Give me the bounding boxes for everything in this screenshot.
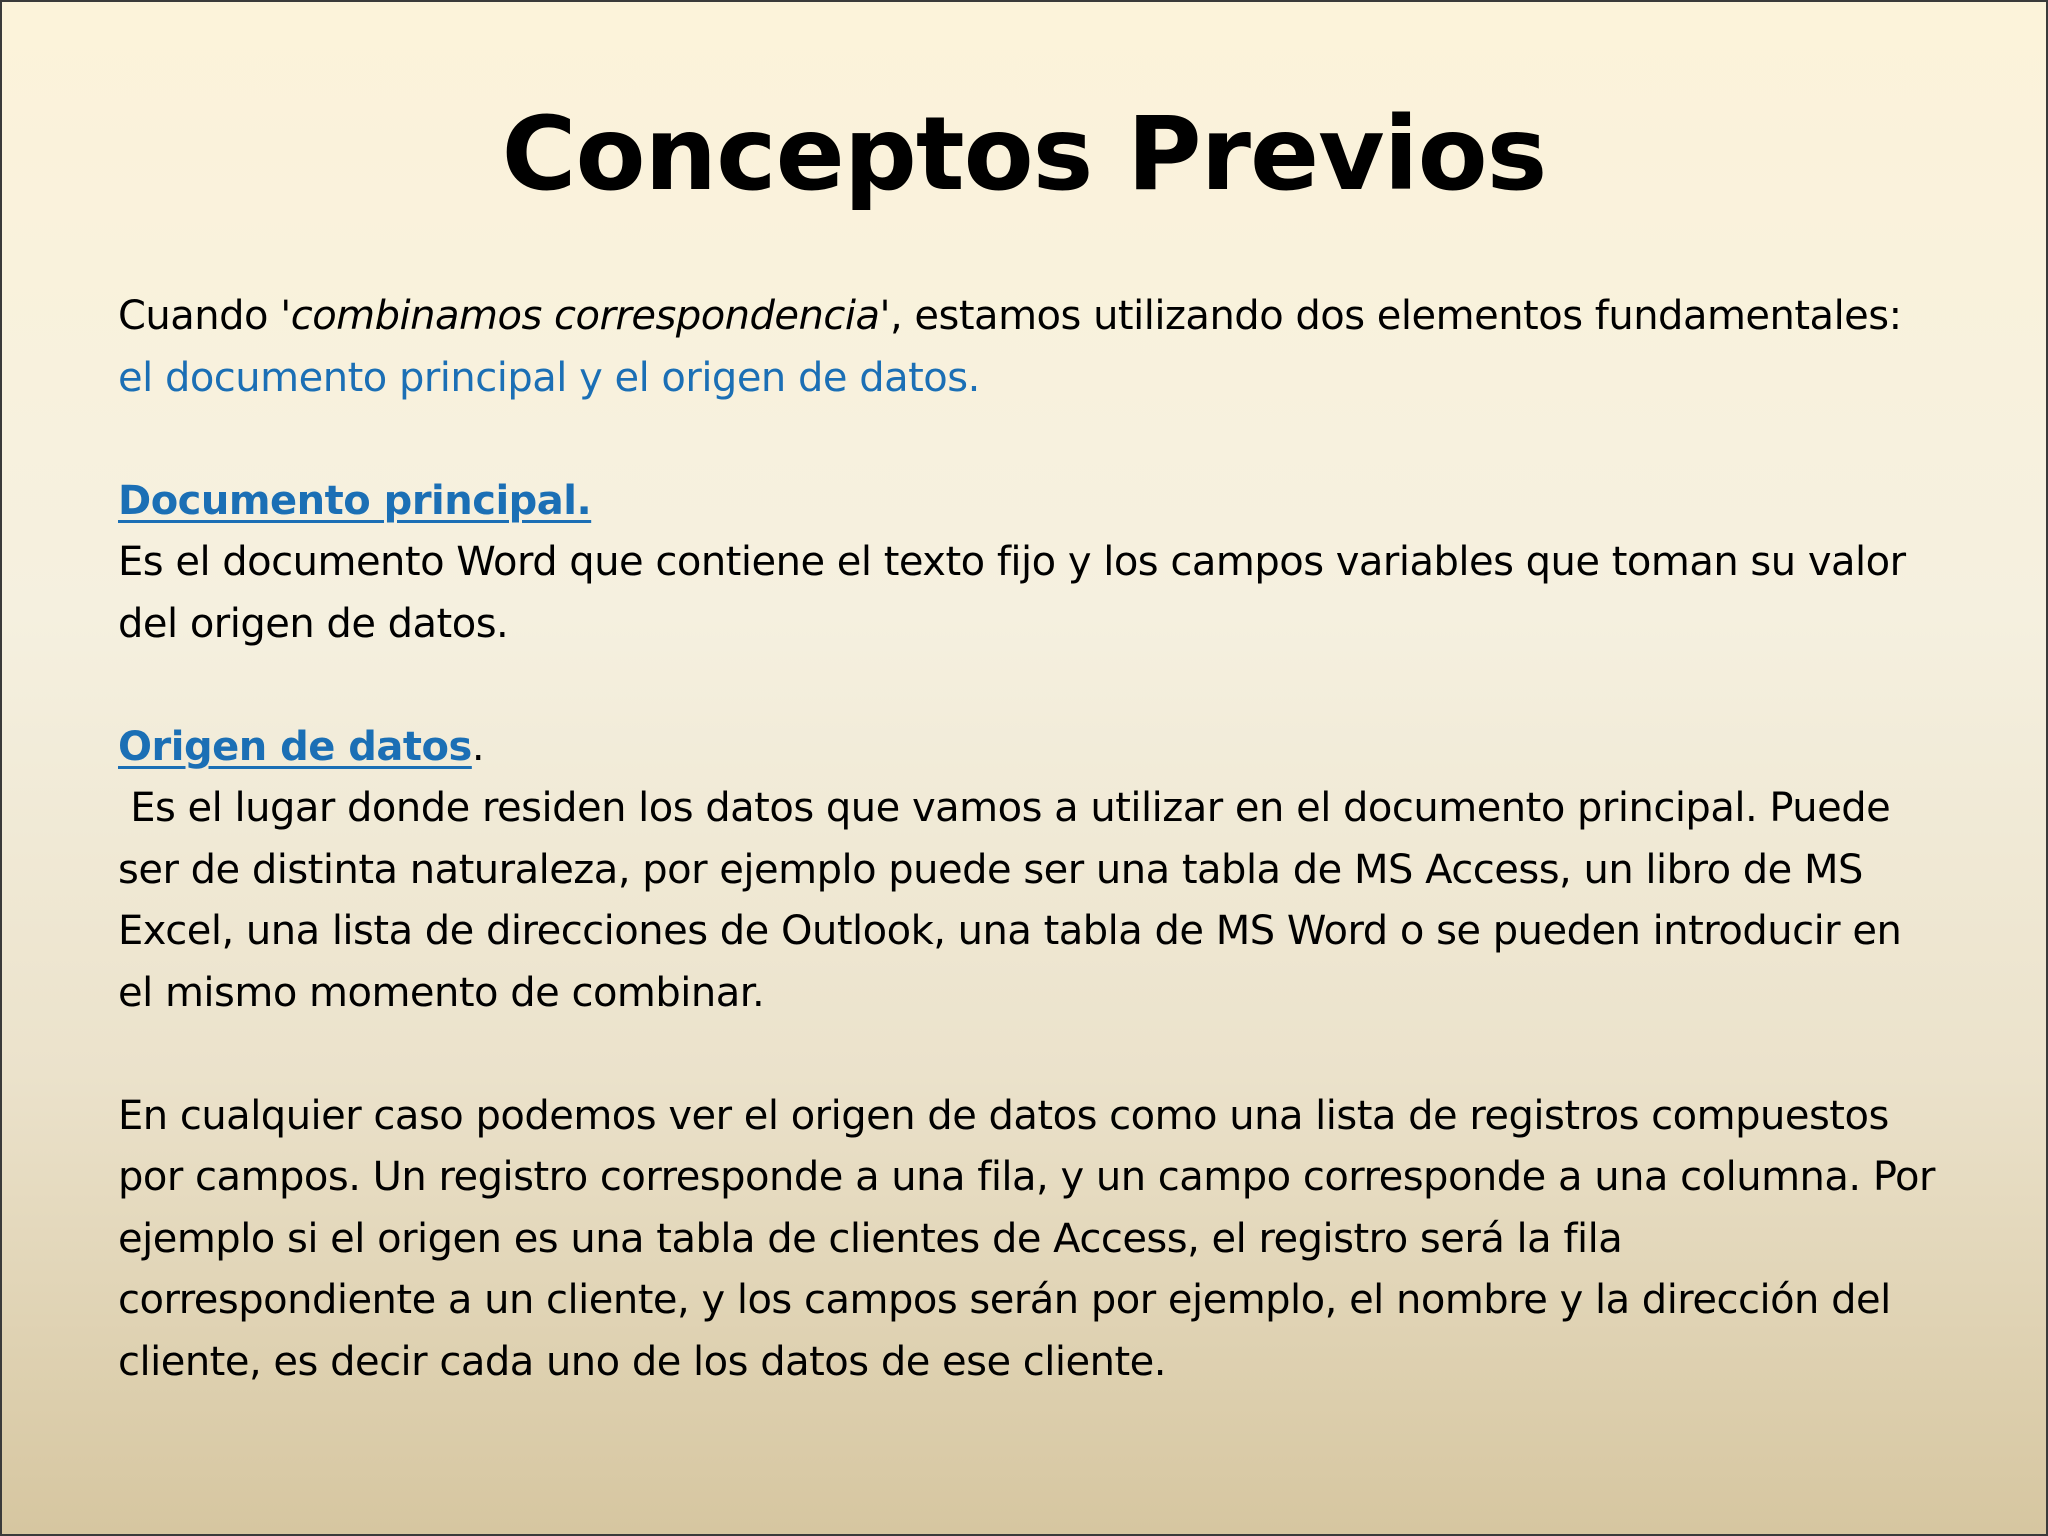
origen-de-datos-text: Es el lugar donde residen los datos que vamos a utilizar en el documento principal. Puede ser de distinta naturaleza, por ejemplo puede ser una tabla de MS Access, un libro de MS Excel, una lista de direcciones de Outlook, una tabla de MS Word o se pueden introducir en el mismo momento de combinar. <box>118 785 1914 1016</box>
spacer <box>118 655 1948 717</box>
documento-principal-link[interactable]: Documento principal. <box>118 477 592 524</box>
conclusion-paragraph: En cualquier caso podemos ver el origen de datos como una lista de registros compuestos por campos. Un registro corresponde a una fila, y un campo corresponde a una columna. Por ejemplo si el origen es una tabla de clientes de Access, el registro será la fila correspondiente a un cliente, y los campos serán por ejemplo, el nombre y la dirección del cliente, es decir cada uno de los datos de ese cliente. <box>118 1092 1935 1385</box>
intro-prefix: Cuando ' <box>118 293 291 339</box>
slide-title: Conceptos Previos <box>501 95 1547 214</box>
origen-de-datos-link[interactable]: Origen de datos <box>118 723 472 770</box>
intro-paragraph <box>118 286 1948 409</box>
intro-italic-term: combinamos correspondencia <box>290 293 880 339</box>
slide-body <box>118 286 1948 1393</box>
intro-suffix: ', estamos utilizando dos elementos fundamentales: <box>879 293 1902 339</box>
documento-principal-heading-line <box>118 471 1948 533</box>
origen-de-datos-heading-line <box>118 717 1948 779</box>
spacer <box>118 1024 1948 1086</box>
intro-highlight: el documento principal y el origen de datos. <box>118 354 980 401</box>
origen-de-datos-heading-suffix: . <box>471 723 485 770</box>
documento-principal-text: Es el documento Word que contiene el texto fijo y los campos variables que toman su valor del origen de datos. <box>118 539 1906 647</box>
spacer <box>118 409 1948 471</box>
